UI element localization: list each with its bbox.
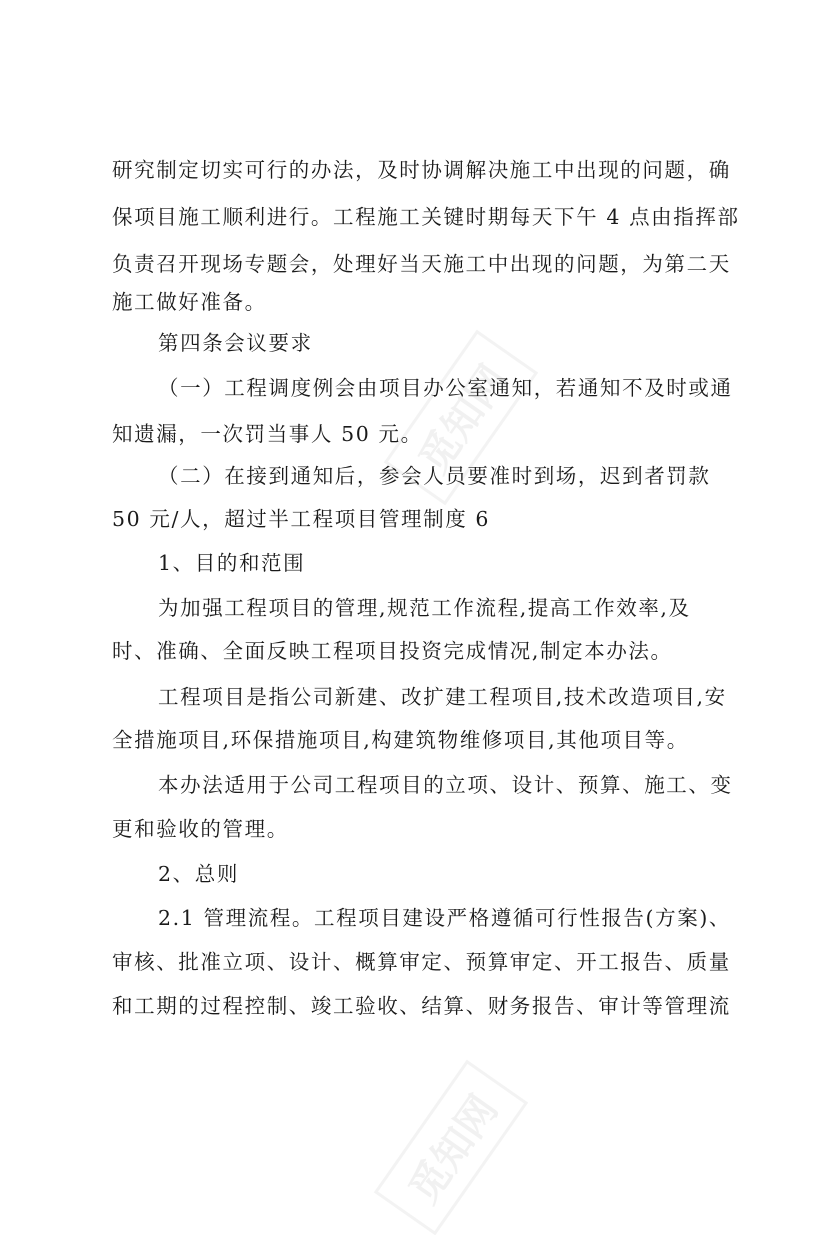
- text-line-7: 知遗漏，一次罚当事人 50 元。: [112, 422, 423, 446]
- text-line-20: 和工期的过程控制、竣工验收、结算、财务报告、审计等管理流: [112, 994, 731, 1018]
- watermark-upper: 觅知网: [384, 330, 538, 506]
- text-line-2: 保项目施工顺利进行。工程施工关键时期每天下午 4 点由指挥部: [112, 205, 740, 229]
- text-line-14: 全措施项目,环保措施项目,构建筑物维修项目,其他项目等。: [112, 728, 689, 752]
- text-line-12: 时、准确、全面反映工程项目投资完成情况,制定本办法。: [112, 639, 673, 663]
- section-heading-article-4: 第四条会议要求: [158, 331, 313, 355]
- text-line-13: 工程项目是指公司新建、改扩建工程项目,技术改造项目,安: [158, 685, 727, 709]
- text-line-19: 审核、批准立项、设计、概算审定、预算审定、开工报告、质量: [112, 950, 731, 974]
- text-line-15: 本办法适用于公司工程项目的立项、设计、预算、施工、变: [158, 773, 733, 797]
- text-line-16: 更和验收的管理。: [112, 817, 289, 841]
- text-line-11: 为加强工程项目的管理,规范工作流程,提高工作效率,及: [158, 596, 691, 620]
- watermark-lower: 觅知网: [374, 1060, 528, 1235]
- text-line-1: 研究制定切实可行的办法，及时协调解决施工中出现的问题，确: [112, 158, 731, 182]
- text-line-4: 施工做好准备。: [112, 290, 267, 314]
- text-line-8: （二）在接到通知后，参会人员要准时到场，迟到者罚款: [158, 464, 711, 488]
- text-line-6: （一）工程调度例会由项目办公室通知，若通知不及时或通: [158, 376, 733, 400]
- section-heading-general: 2、总则: [158, 862, 239, 886]
- text-line-9: 50 元/人，超过半工程项目管理制度 6: [112, 507, 491, 531]
- text-line-3: 负责召开现场专题会，处理好当天施工中出现的问题，为第二天: [112, 252, 731, 276]
- text-line-18: 2.1 管理流程。工程项目建设严格遵循可行性报告(方案)、: [158, 906, 732, 930]
- section-heading-purpose: 1、目的和范围: [158, 551, 306, 575]
